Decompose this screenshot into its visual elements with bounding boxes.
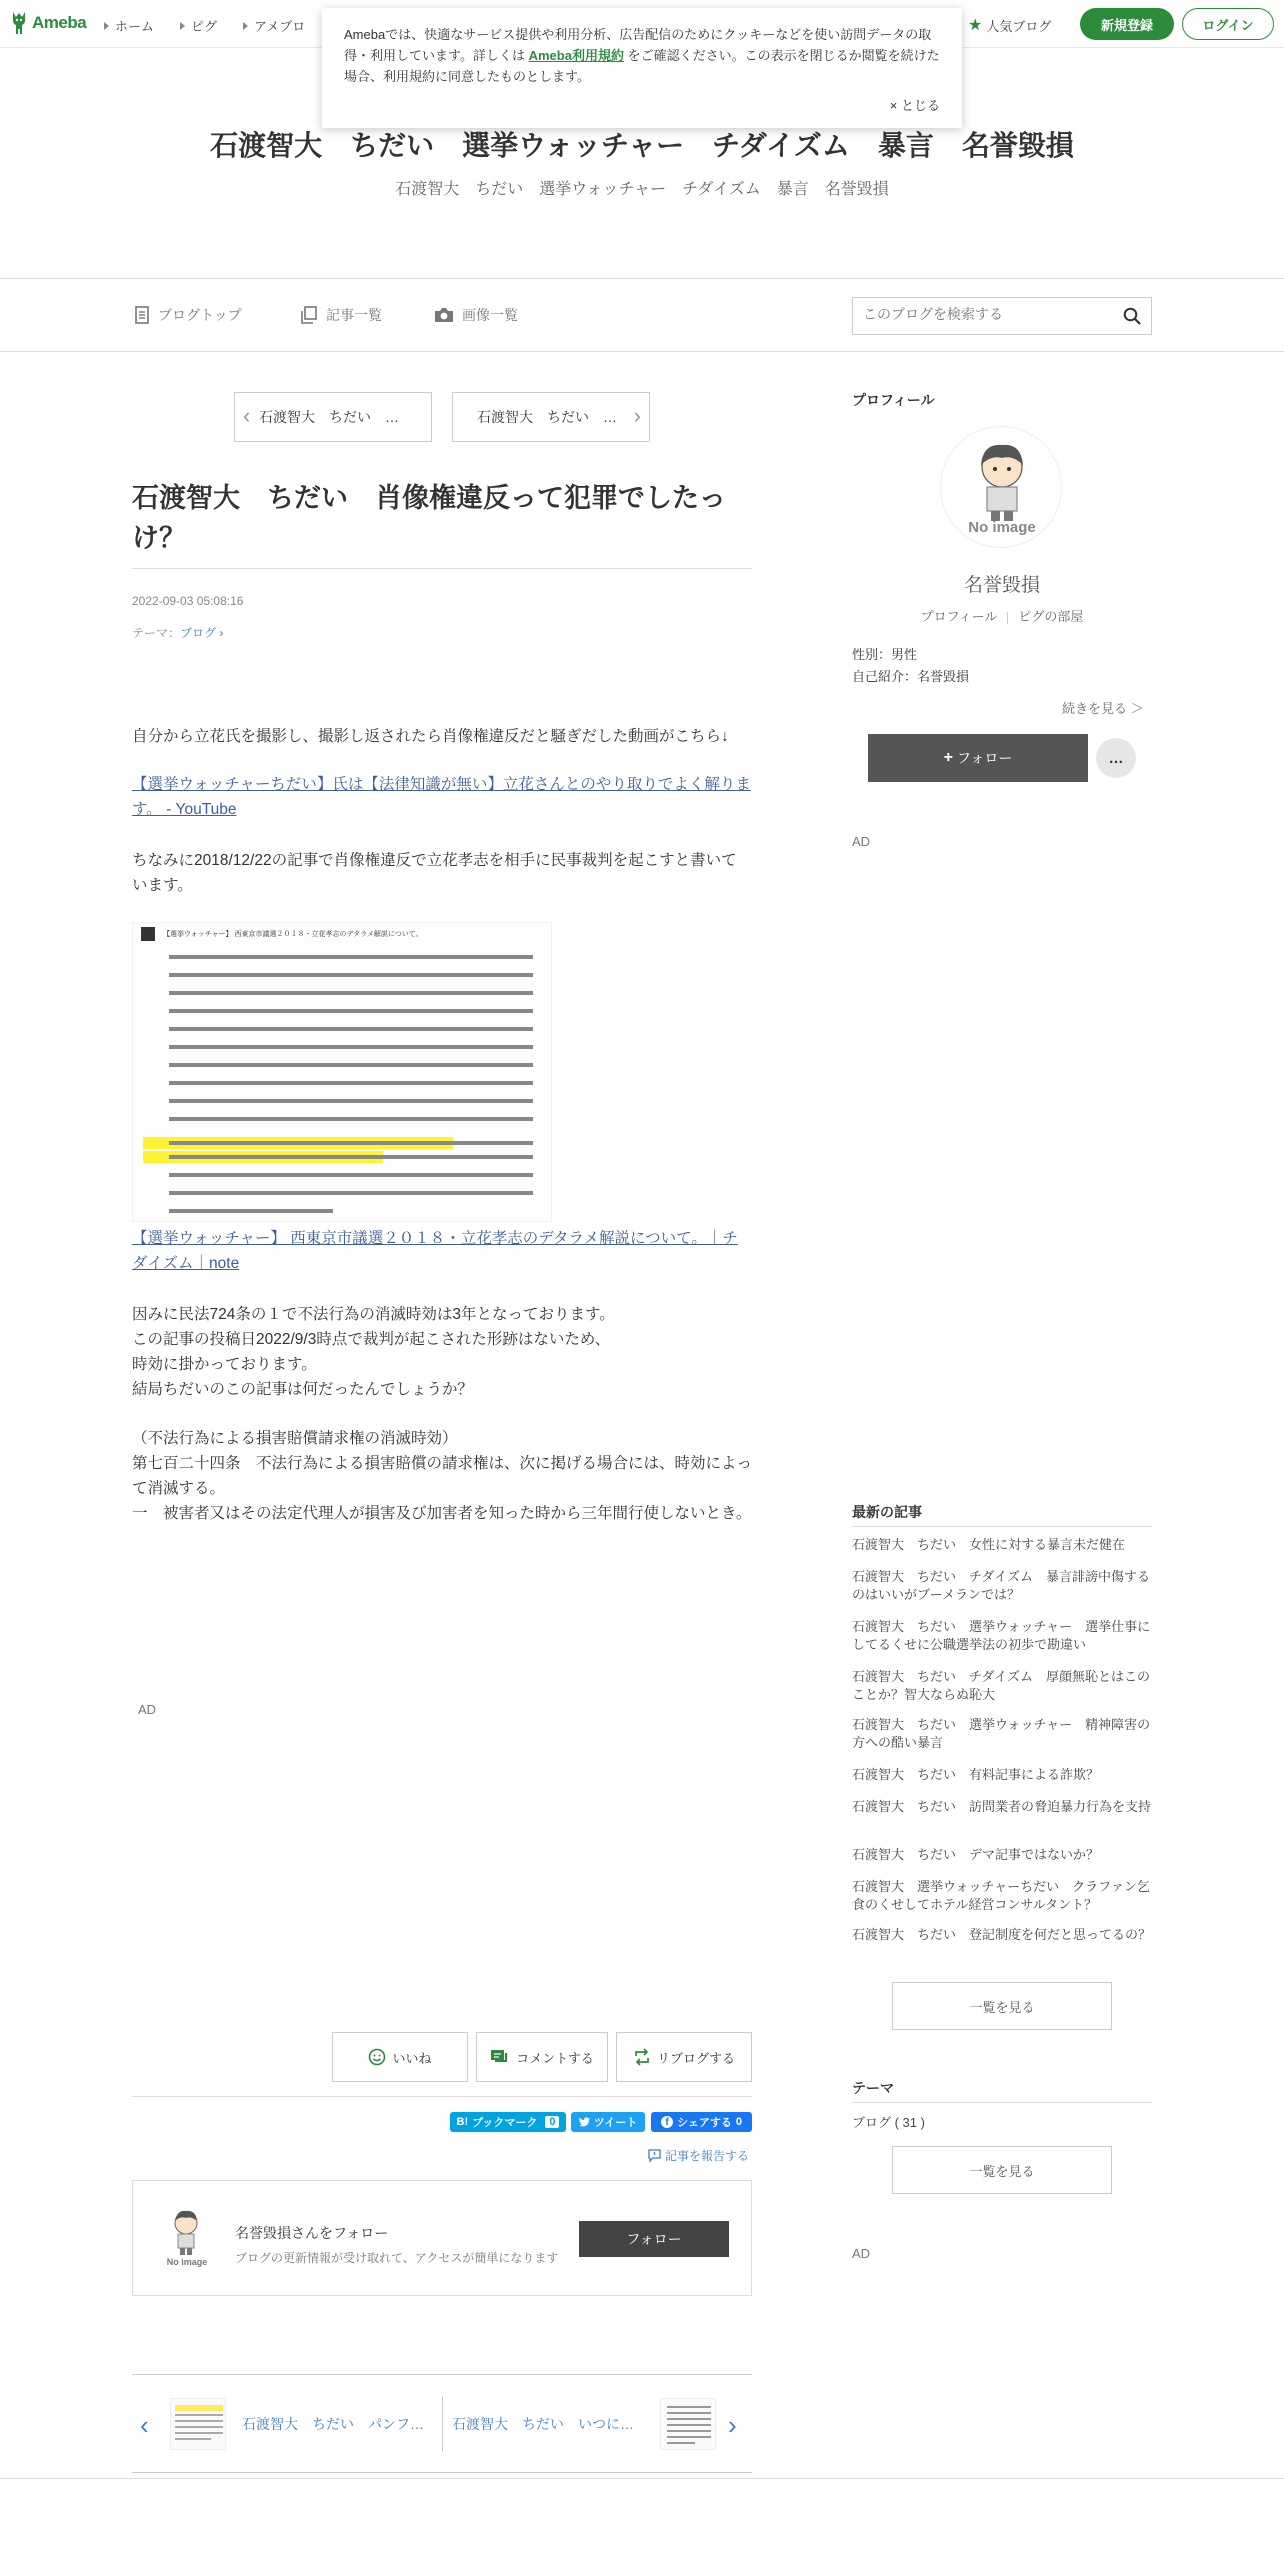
nav-ameblo[interactable]: アメブロ [243,16,305,35]
blog-nav [0,278,1284,352]
follow-box [132,2180,752,2296]
latest-entries-heading: 最新の記事 [852,1504,922,1520]
prev-entry-link[interactable] [234,392,432,442]
article-paragraph [132,1426,752,1526]
more-options-button[interactable]: … [1096,738,1136,778]
latest-entry-link[interactable]: 石渡智大 ちだい チダイズム 暴言誹謗中傷するのはいいがブーメランでは？ [852,1569,1150,1602]
nav-blog-top-label: ブログトップ [158,307,242,323]
profile-follow-label: フォロー [957,750,1013,766]
prev-entry-thumbnail[interactable] [170,2398,226,2450]
nav-image-list[interactable] [434,305,518,325]
document-icon [134,306,150,324]
follow-box-subtitle: ブログの更新情報が受け取れて、アクセスが簡単になります [235,2251,559,2265]
ad-label: AD [138,1702,157,1717]
article-title[interactable]: 石渡智大 ちだい 肖像権違反って犯罪でしたっけ？ [132,483,726,553]
theme-heading: テーマ [852,2080,894,2096]
no-image-text: No image [166,2257,208,2267]
article-line: （不法行為による損害賠償請求権の消滅時効） [132,1430,458,1447]
theme-link[interactable]: ブログ [180,626,217,640]
chevron-left-icon: ‹ [243,403,251,428]
comment-button[interactable] [476,2032,608,2082]
prev-entry-title: 石渡智大 ちだい … [259,409,399,425]
divider [132,2096,752,2097]
like-button[interactable] [332,2032,468,2082]
hatena-label: ブックマーク [472,2117,538,2129]
report-label: 記事を報告する [665,2149,750,2163]
copy-icon [300,306,318,324]
star-icon: ★ [968,17,983,34]
register-button[interactable]: 新規登録 [1080,8,1174,40]
comment-label: コメントする [516,2050,594,2066]
chevron-right-icon: › [216,626,224,640]
ameba-mascot-icon [10,10,28,36]
reblog-button[interactable] [616,2032,752,2082]
latest-entry-link[interactable]: 石渡智大 選挙ウォッチャーちだい クラファン乞食のくせしてホテル経営コンサルタント？ [852,1879,1150,1912]
follow-button[interactable]: フォロー [579,2221,729,2257]
profile-name[interactable]: 名誉毀損 [963,575,1040,596]
hatena-bookmark-button[interactable] [450,2112,566,2132]
profile-avatar[interactable] [940,426,1062,548]
article-paragraph: 自分から立花氏を撮影し、撮影し返されたら肖像権違反だと騒ぎだした動画がこちら↓ [132,728,729,745]
nav-pigg[interactable]: ピグ [180,16,217,35]
terms-link[interactable]: Ameba利用規約 [528,48,624,63]
comment-icon [490,2049,510,2065]
next-entry-link[interactable] [452,392,650,442]
twitter-bird-icon [579,2117,590,2127]
search-icon[interactable] [1123,307,1141,325]
popular-blog-link[interactable] [968,15,1051,35]
facebook-label: シェアする [677,2117,732,2129]
cookie-close-button[interactable]: × とじる [889,98,940,113]
blog-title[interactable]: 石渡智大 ちだい 選挙ウォッチャー チダイズム 暴言 名誉毀損 [210,130,1074,161]
profile-follow-button[interactable] [868,734,1088,782]
article-paragraph: ちなみに2018/12/22の記事で肖像権違反で立花孝志を相手に民事裁判を起こすと書いています。 [132,852,737,894]
youtube-link[interactable]: 【選挙ウォッチャーちだい】氏は【法律知識が無い】立花さんとのやり取りでよく解ります。 - YouTube [132,776,751,818]
article-line: 第七百二十四条 不法行為による損害賠償の請求権は、次に掲げる場合には、時効によって消滅する。 [132,1455,753,1497]
theme-label: テーマ： [132,626,181,640]
article-screenshot-image[interactable] [132,922,552,1222]
cookie-text: Amebaでは、快適なサービス提供や利用分析、広告配信のためにクッキーなどを使い訪問データの取得・利用しています。詳しくは [344,27,932,63]
nav-blog-top[interactable] [134,305,242,325]
ad-label: AD [852,2246,871,2261]
profile-links [852,606,1152,625]
latest-list-button[interactable]: 一覧を見る [892,1982,1112,2030]
nav-entry-list-label: 記事一覧 [326,307,382,323]
ameba-logo[interactable] [10,10,86,36]
divider [852,1526,1152,1527]
smile-icon [368,2048,386,2066]
prev-entry-link[interactable]: 石渡智大 ちだい パンフ… [242,2416,424,2432]
follow-box-title: 名誉毀損さんをフォロー [235,2225,389,2241]
no-image-text: No image [968,519,1036,536]
search-input[interactable] [863,306,1103,322]
profile-link[interactable]: プロフィール [920,609,998,624]
popular-label: 人気ブログ [986,18,1052,34]
nav-home[interactable]: ホーム [104,16,154,35]
latest-entry-link[interactable]: 石渡智大 ちだい 選挙ウォッチャー 選挙仕事にしてるくせに公職選挙法の初歩で勘違い [852,1619,1151,1652]
tweet-button[interactable] [571,2112,645,2132]
article-date: 2022-09-03 05:08:16 [132,594,244,608]
article-line: 時効に掛かっております。 [132,1356,317,1373]
theme-item-link[interactable]: ブログ ( 31 ) [852,2115,925,2130]
divider [852,2102,1152,2103]
article-line: 因みに民法724条の１で不法行為の消滅時効は3年となっております。 [132,1306,615,1323]
article-line: この記事の投稿日2022/9/3時点で裁判が起こされた形跡はないため、 [132,1331,611,1348]
pigg-room-link[interactable]: ピグの部屋 [1018,609,1084,624]
chevron-right-icon: › [633,403,641,428]
image-caption: 【選挙ウォッチャー】 西東京市議選２０１８・立花孝志のデタラメ解説について。 [163,931,423,938]
latest-entry-link[interactable]: 石渡智大 ちだい 選挙ウォッチャー 精神障害の方への酷い暴言 [852,1717,1151,1750]
like-label: いいね [392,2050,432,2066]
profile-more-link[interactable]: 続きを見る ＞ [1062,701,1144,716]
latest-entry-link[interactable]: 石渡智大 ちだい チダイズム 厚顔無恥とはこのことか？智大ならぬ恥大 [852,1669,1150,1702]
article-theme [132,624,223,641]
login-button[interactable]: ログイン [1182,8,1274,40]
blog-description: 石渡智大 ちだい 選挙ウォッチャー チダイズム 暴言 名誉毀損 [395,181,889,198]
flag-comment-icon [648,2149,661,2162]
latest-entry-link[interactable]: 石渡智大 ちだい 訪問業者の脅迫暴力行為を支持 [852,1799,1152,1814]
footer-divider [0,2478,1284,2479]
divider [132,2374,752,2375]
hatena-count: 0 [545,2116,559,2128]
report-entry-link[interactable] [648,2147,749,2164]
chevron-right-icon[interactable]: › [728,2410,737,2440]
nav-image-list-label: 画像一覧 [462,307,518,323]
facebook-share-button[interactable] [651,2112,752,2132]
profile-gender: 性別：男性 [852,647,918,662]
global-nav [104,16,305,35]
next-entry-thumbnail[interactable] [660,2398,716,2450]
facebook-icon: f [661,2116,673,2128]
chevron-left-icon[interactable]: ‹ [140,2410,149,2440]
plus-icon: + [943,749,954,766]
profile-intro: 自己紹介：名誉毀損 [852,669,970,684]
profile-heading: プロフィール [852,392,935,408]
latest-entry-link[interactable]: 石渡智大 ちだい 登記制度を何だと思ってるの？ [852,1927,1152,1942]
avatar[interactable] [163,2205,209,2271]
camera-icon [434,307,454,323]
reblog-icon [633,2049,651,2065]
latest-entry-link[interactable]: 石渡智大 ちだい 有料記事による詐欺？ [852,1767,1100,1782]
reblog-label: リブログする [656,2050,735,2066]
article-line: 一 被害者又はその法定代理人が損害及び加害者を知った時から三年間行使しないとき。 [132,1505,752,1522]
divider [442,2396,443,2452]
thumbnail-image [661,2399,717,2451]
article-line: 結局ちだいのこの記事は何だったんでしょうか？ [132,1381,474,1398]
note-link[interactable]: 【選挙ウォッチャー】 西東京市議選２０１８・立花孝志のデタラメ解説について。｜チダイズム｜note [132,1230,738,1272]
divider [132,2472,752,2473]
cookie-consent-dialog [322,8,962,128]
nav-entry-list[interactable] [300,305,382,325]
latest-entry-link[interactable]: 石渡智大 ちだい 女性に対する暴言未だ健在 [852,1537,1126,1552]
divider [132,568,752,569]
separator [1007,612,1008,624]
facebook-count: 0 [735,2116,742,2128]
next-entry-link[interactable]: 石渡智大 ちだい いつに… [452,2416,634,2432]
hatena-icon: B! [456,2116,469,2128]
logo-text: Ameba [32,13,87,32]
cookie-text-2: をご確認ください。この表示を閉じるか閲覧を続けた場合、利用規約に同意したものとします。 [344,48,940,84]
text-lines-image [133,923,553,1223]
blog-search [852,297,1152,335]
latest-entry-link[interactable]: 石渡智大 ちだい デマ記事ではないか？ [852,1847,1100,1862]
ad-label: AD [852,834,871,849]
theme-list-button[interactable]: 一覧を見る [892,2146,1112,2194]
thumbnail-image [171,2399,227,2451]
tweet-label: ツイート [593,2117,638,2129]
article-paragraph [132,1302,752,1402]
next-entry-title: 石渡智大 ちだい … [477,409,617,425]
